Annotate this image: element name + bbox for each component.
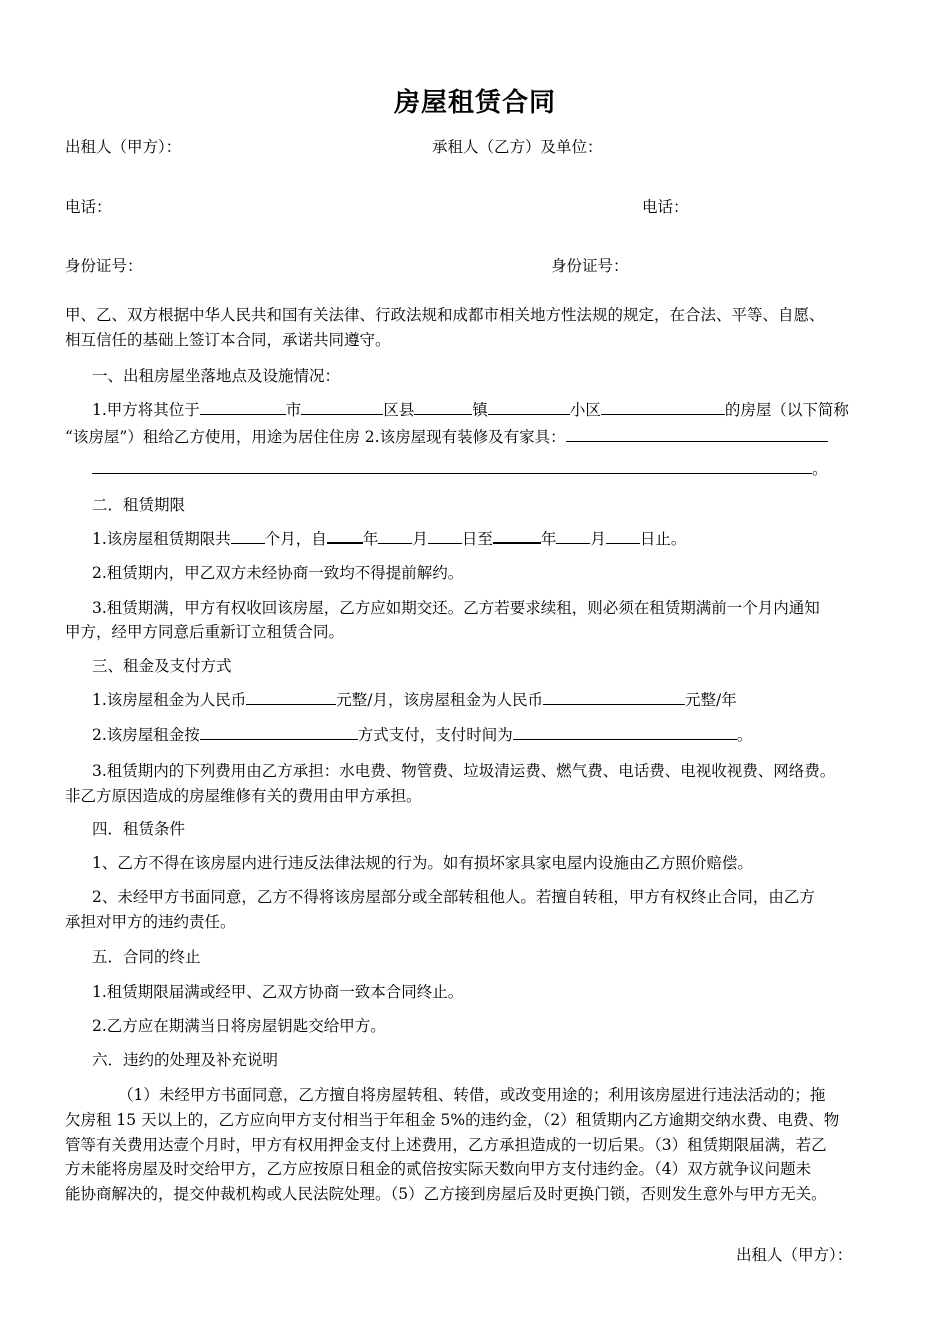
s3-p2-prefix: 2.该房屋租金按 (92, 726, 200, 744)
section-6-line-1: （1）未经甲方书面同意，乙方擅自将房屋转租、转借，或改变用途的；利用该房屋进行违法活动的；拖 (118, 1086, 826, 1104)
blank-line (92, 459, 812, 474)
s2-day-1: 日至 (461, 530, 493, 548)
s1-town: 镇 (472, 401, 488, 419)
section-5-para-1: 1.租赁期限届满或经甲、乙双方协商一致本合同终止。 (92, 983, 464, 1001)
s3-p1-suffix: 元整/年 (685, 691, 737, 709)
signature-lessor-label: 出租人（甲方）： (736, 1246, 853, 1264)
intro-line-1: 甲、乙、双方根据中华人民共和国有关法律、行政法规和成都市相关地方性法规的规定，在合法、平等、自愿、 (65, 306, 825, 324)
section-6-line-5: 能协商解决的，提交仲裁机构或人民法院处理。（5）乙方接到房屋后及时更换门锁，否则发生意外与甲方无关。 (65, 1185, 827, 1203)
blank-line (488, 400, 570, 415)
blank-line (414, 400, 472, 415)
s2-month-1: 月 (412, 530, 428, 548)
intro-line-2: 相互信任的基础上签订本合同，承诺共同遵守。 (65, 331, 391, 349)
section-1-heading: 一、出租房屋坐落地点及设施情况： (92, 367, 341, 385)
lessee-id-label: 身份证号： (551, 257, 629, 275)
s2-year-1: 年 (362, 530, 379, 548)
section-2-para-3-line-2: 甲方，经甲方同意后重新订立租赁合同。 (65, 623, 345, 641)
lessor-phone-label: 电话： (65, 198, 112, 216)
blank-line (200, 725, 358, 740)
section-2-heading: 二．租赁期限 (92, 496, 186, 514)
section-3-heading: 三、租金及支付方式 (92, 657, 232, 675)
section-6-heading: 六．违约的处理及补充说明 (92, 1051, 279, 1069)
s3-p1-prefix: 1.该房屋租金为人民币 (92, 691, 247, 709)
s1-p1-line2-text: “该房屋”）租给乙方使用，用途为居住住房 2.该房屋现有装修及有家具： (65, 428, 566, 446)
s1-p1-end: 。 (812, 460, 828, 478)
section-3-para-3-line-2: 非乙方原因造成的房屋维修有关的费用由甲方承担。 (65, 787, 422, 805)
s1-p1-suffix: 的房屋（以下简称 (724, 401, 849, 419)
blank-line (327, 528, 363, 544)
section-6-line-2: 欠房租 15 天以上的，乙方应向甲方支付相当于年租金 5%的违约金，（2）租赁期内乙方逾期交纳水费、电费、物 (65, 1111, 840, 1129)
section-3-para-2 (92, 725, 752, 745)
blank-line (200, 400, 286, 415)
section-4-heading: 四．租赁条件 (92, 820, 186, 838)
blank-line (301, 400, 383, 415)
s3-p2-end: 。 (736, 726, 753, 744)
section-4-para-1: 1、乙方不得在该房屋内进行违反法律法规的行为。如有损坏家具家电屋内设施由乙方照价赔偿。 (92, 854, 753, 872)
section-1-para-1-line-2 (65, 427, 828, 447)
section-1-para-1 (92, 400, 849, 420)
section-2-para-2: 2.租赁期内，甲乙双方未经协商一致均不得提前解约。 (92, 564, 464, 582)
s3-p1-mid: 元整/月，该房屋租金为人民币 (336, 691, 544, 709)
lessee-phone-label: 电话： (642, 198, 689, 216)
blank-line (246, 690, 336, 705)
blank-line (606, 529, 640, 544)
s1-district: 区县 (383, 401, 415, 419)
section-5-para-2: 2.乙方应在期满当日将房屋钥匙交给甲方。 (92, 1017, 386, 1035)
s2-year-2: 年 (540, 530, 557, 548)
s3-p2-mid: 方式支付，支付时间为 (357, 726, 513, 744)
section-2-para-3-line-1: 3.租赁期满，甲方有权收回该房屋，乙方应如期交还。乙方若要求续租，则必须在租赁期满前一个月内通知 (92, 599, 820, 617)
s1-city: 市 (285, 401, 302, 419)
section-3-para-1 (92, 690, 737, 710)
section-3-para-3-line-1: 3.租赁期内的下列费用由乙方承担：水电费、物管费、垃圾清运费、燃气费、电话费、电视收视费、网络费。 (92, 762, 836, 780)
blank-line (513, 725, 737, 740)
section-1-para-1-line-3 (92, 459, 828, 479)
blank-line (493, 528, 541, 544)
section-2-para-1 (92, 528, 686, 549)
blank-line (556, 529, 590, 544)
blank-line (601, 400, 725, 415)
section-4-para-2-line-1: 2、未经甲方书面同意，乙方不得将该房屋部分或全部转租他人。若擅自转租，甲方有权终止合同，由乙方 (92, 888, 815, 906)
blank-line (543, 690, 685, 705)
blank-line (378, 529, 412, 544)
s2-day-2: 日止。 (639, 530, 687, 548)
lessor-id-label: 身份证号： (65, 257, 143, 275)
section-5-heading: 五．合同的终止 (92, 948, 201, 966)
blank-line (428, 529, 462, 544)
s2-month: 个月，自 (264, 530, 327, 548)
document-title: 房屋租赁合同 (393, 88, 556, 118)
s1-p1-prefix: 1.甲方将其位于 (92, 401, 200, 419)
blank-line (231, 529, 265, 544)
lessee-label: 承租人（乙方）及单位： (432, 138, 603, 156)
section-4-para-2-line-2: 承担对甲方的违约责任。 (65, 913, 236, 931)
lessor-label: 出租人（甲方）： (65, 138, 182, 156)
s2-month-2: 月 (590, 530, 606, 548)
blank-line (566, 427, 828, 442)
section-6-line-4: 方未能将房屋及时交给甲方，乙方应按原日租金的贰倍按实际天数向甲方支付违约金。（4）双方就争议问题未 (65, 1160, 812, 1178)
section-6-line-3: 管等有关费用达壹个月时，甲方有权用押金支付上述费用，乙方承担造成的一切后果。（3）租赁期限届满，若乙 (65, 1136, 827, 1154)
s2-p1-prefix: 1.该房屋租赁期限共 (92, 530, 231, 548)
s1-community: 小区 (569, 401, 601, 419)
